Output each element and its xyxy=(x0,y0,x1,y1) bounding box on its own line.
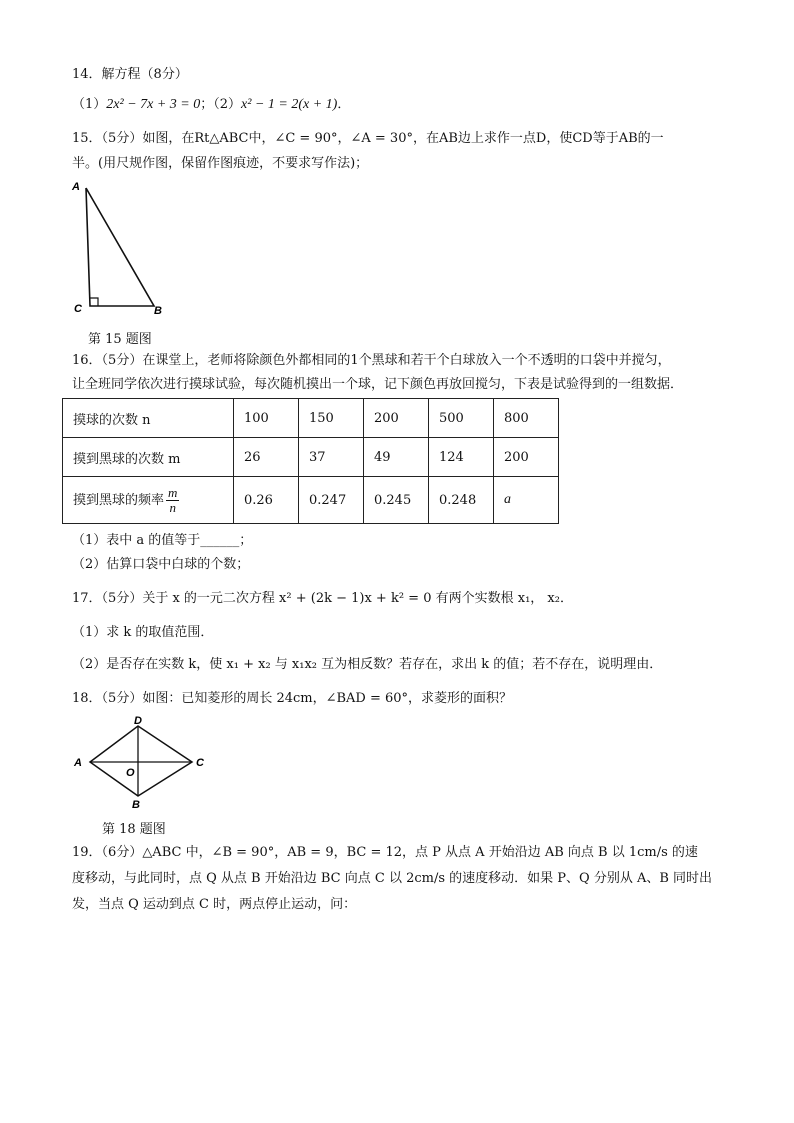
q15-triangle-figure xyxy=(66,178,176,318)
table-cell: 0.245 xyxy=(364,477,429,524)
q18-label-C: C xyxy=(196,757,204,769)
table-cell: 0.26 xyxy=(234,477,299,524)
q16-data-table xyxy=(62,398,559,524)
fraction-numerator: m xyxy=(168,484,178,500)
table-cell: a xyxy=(494,477,559,524)
q18-label-A: A xyxy=(74,757,82,769)
table-cell: 200 xyxy=(364,399,429,438)
q18-label-B: B xyxy=(132,799,140,810)
q15-label-A: A xyxy=(72,181,80,193)
q18-caption: 第 18 题图 xyxy=(102,822,166,837)
table-row xyxy=(63,399,559,438)
table-cell: 124 xyxy=(429,438,494,477)
table-cell: 26 xyxy=(234,438,299,477)
table-cell: 49 xyxy=(364,438,429,477)
table-cell: 0.247 xyxy=(299,477,364,524)
q18-label-D: D xyxy=(134,716,142,727)
q15-label-C: C xyxy=(74,303,82,315)
q14-equations xyxy=(72,96,350,114)
table-row xyxy=(63,477,559,524)
table-cell: 37 xyxy=(299,438,364,477)
table-cell: 150 xyxy=(299,399,364,438)
table-cell: 100 xyxy=(234,399,299,438)
q18-label-O: O xyxy=(126,767,135,779)
q16-line2: 让全班同学依次进行摸球试验，每次随机摸出一个球，记下颜色再放回搅匀，下表是试验得到的一组数据． xyxy=(72,377,684,392)
table-cell: 800 xyxy=(494,399,559,438)
q15-right-angle-mark xyxy=(90,298,98,306)
q16-sub2: （2）估算口袋中白球的个数； xyxy=(72,557,250,572)
fraction-denominator: n xyxy=(169,499,176,515)
q17-line1: 17．（5分）关于 x 的一元二次方程 x² + (2k − 1)x + k² = 0 有两个实数根 x₁， x₂． xyxy=(72,591,573,606)
q15-line1: 15．（5分）如图，在Rt△ABC中，∠C = 90°，∠A = 30°，在AB边上求作一点D，使CD等于AB的一 xyxy=(72,131,664,146)
q14-eq2-label: （2） xyxy=(213,97,242,112)
q14-eq1-label: （1） xyxy=(72,97,107,112)
table-row xyxy=(63,438,559,477)
table-header-m: 摸到黑球的次数 m xyxy=(63,438,234,477)
table-cell: 200 xyxy=(494,438,559,477)
q14-title: 14．解方程（8分） xyxy=(72,67,188,82)
q16-sub1: （1）表中 a 的值等于______； xyxy=(72,533,253,548)
q14-end: ． xyxy=(337,97,351,112)
q15-line2: 半。(用尺规作图，保留作图痕迹，不要求写作法)； xyxy=(72,156,369,171)
q14-eq1: 2x² − 7x + 3 = 0 xyxy=(106,97,201,112)
table-cell: 500 xyxy=(429,399,494,438)
q16-line1: 16．（5分）在课堂上，老师将除颜色外都相同的1个黑球和若干个白球放入一个不透明的口袋中并搅匀， xyxy=(72,353,671,368)
q19-line1: 19．（6分）△ABC 中，∠B = 90°，AB = 9，BC = 12，点 P 从点 A 开始沿边 AB 向点 B 以 1cm/s 的速 xyxy=(72,845,698,860)
frequency-label: 摸到黑球的频率 xyxy=(73,492,165,508)
table-cell: 0.248 xyxy=(429,477,494,524)
q19-line3: 发，当点 Q 运动到点 C 时，两点停止运动，问： xyxy=(72,897,357,912)
frequency-fraction xyxy=(166,486,179,515)
table-header-frequency xyxy=(63,477,234,524)
q18-rhombus-figure xyxy=(70,716,220,810)
q17-sub1: （1）求 k 的取值范围． xyxy=(72,625,214,640)
q17-sub2: （2）是否存在实数 k，使 x₁ + x₂ 与 x₁x₂ 互为相反数？若存在，求出 k 的值；若不存在，说明理由． xyxy=(72,657,663,672)
q18-line1: 18．（5分）如图：已知菱形的周长 24cm，∠BAD = 60°，求菱形的面积？ xyxy=(72,691,513,706)
q19-line2: 度移动，与此同时，点 Q 从点 B 开始沿边 BC 向点 C 以 2cm/s 的速度移动．如果 P、Q 分别从 A、B 同时出 xyxy=(72,871,713,886)
q15-label-B: B xyxy=(154,305,162,317)
q18-rhombus xyxy=(90,726,192,796)
q15-triangle xyxy=(86,188,154,306)
q14-sep: ； xyxy=(200,97,214,112)
table-header-n: 摸球的次数 n xyxy=(63,399,234,438)
q14-eq2: x² − 1 = 2(x + 1) xyxy=(241,97,338,112)
q15-caption: 第 15 题图 xyxy=(88,332,152,347)
